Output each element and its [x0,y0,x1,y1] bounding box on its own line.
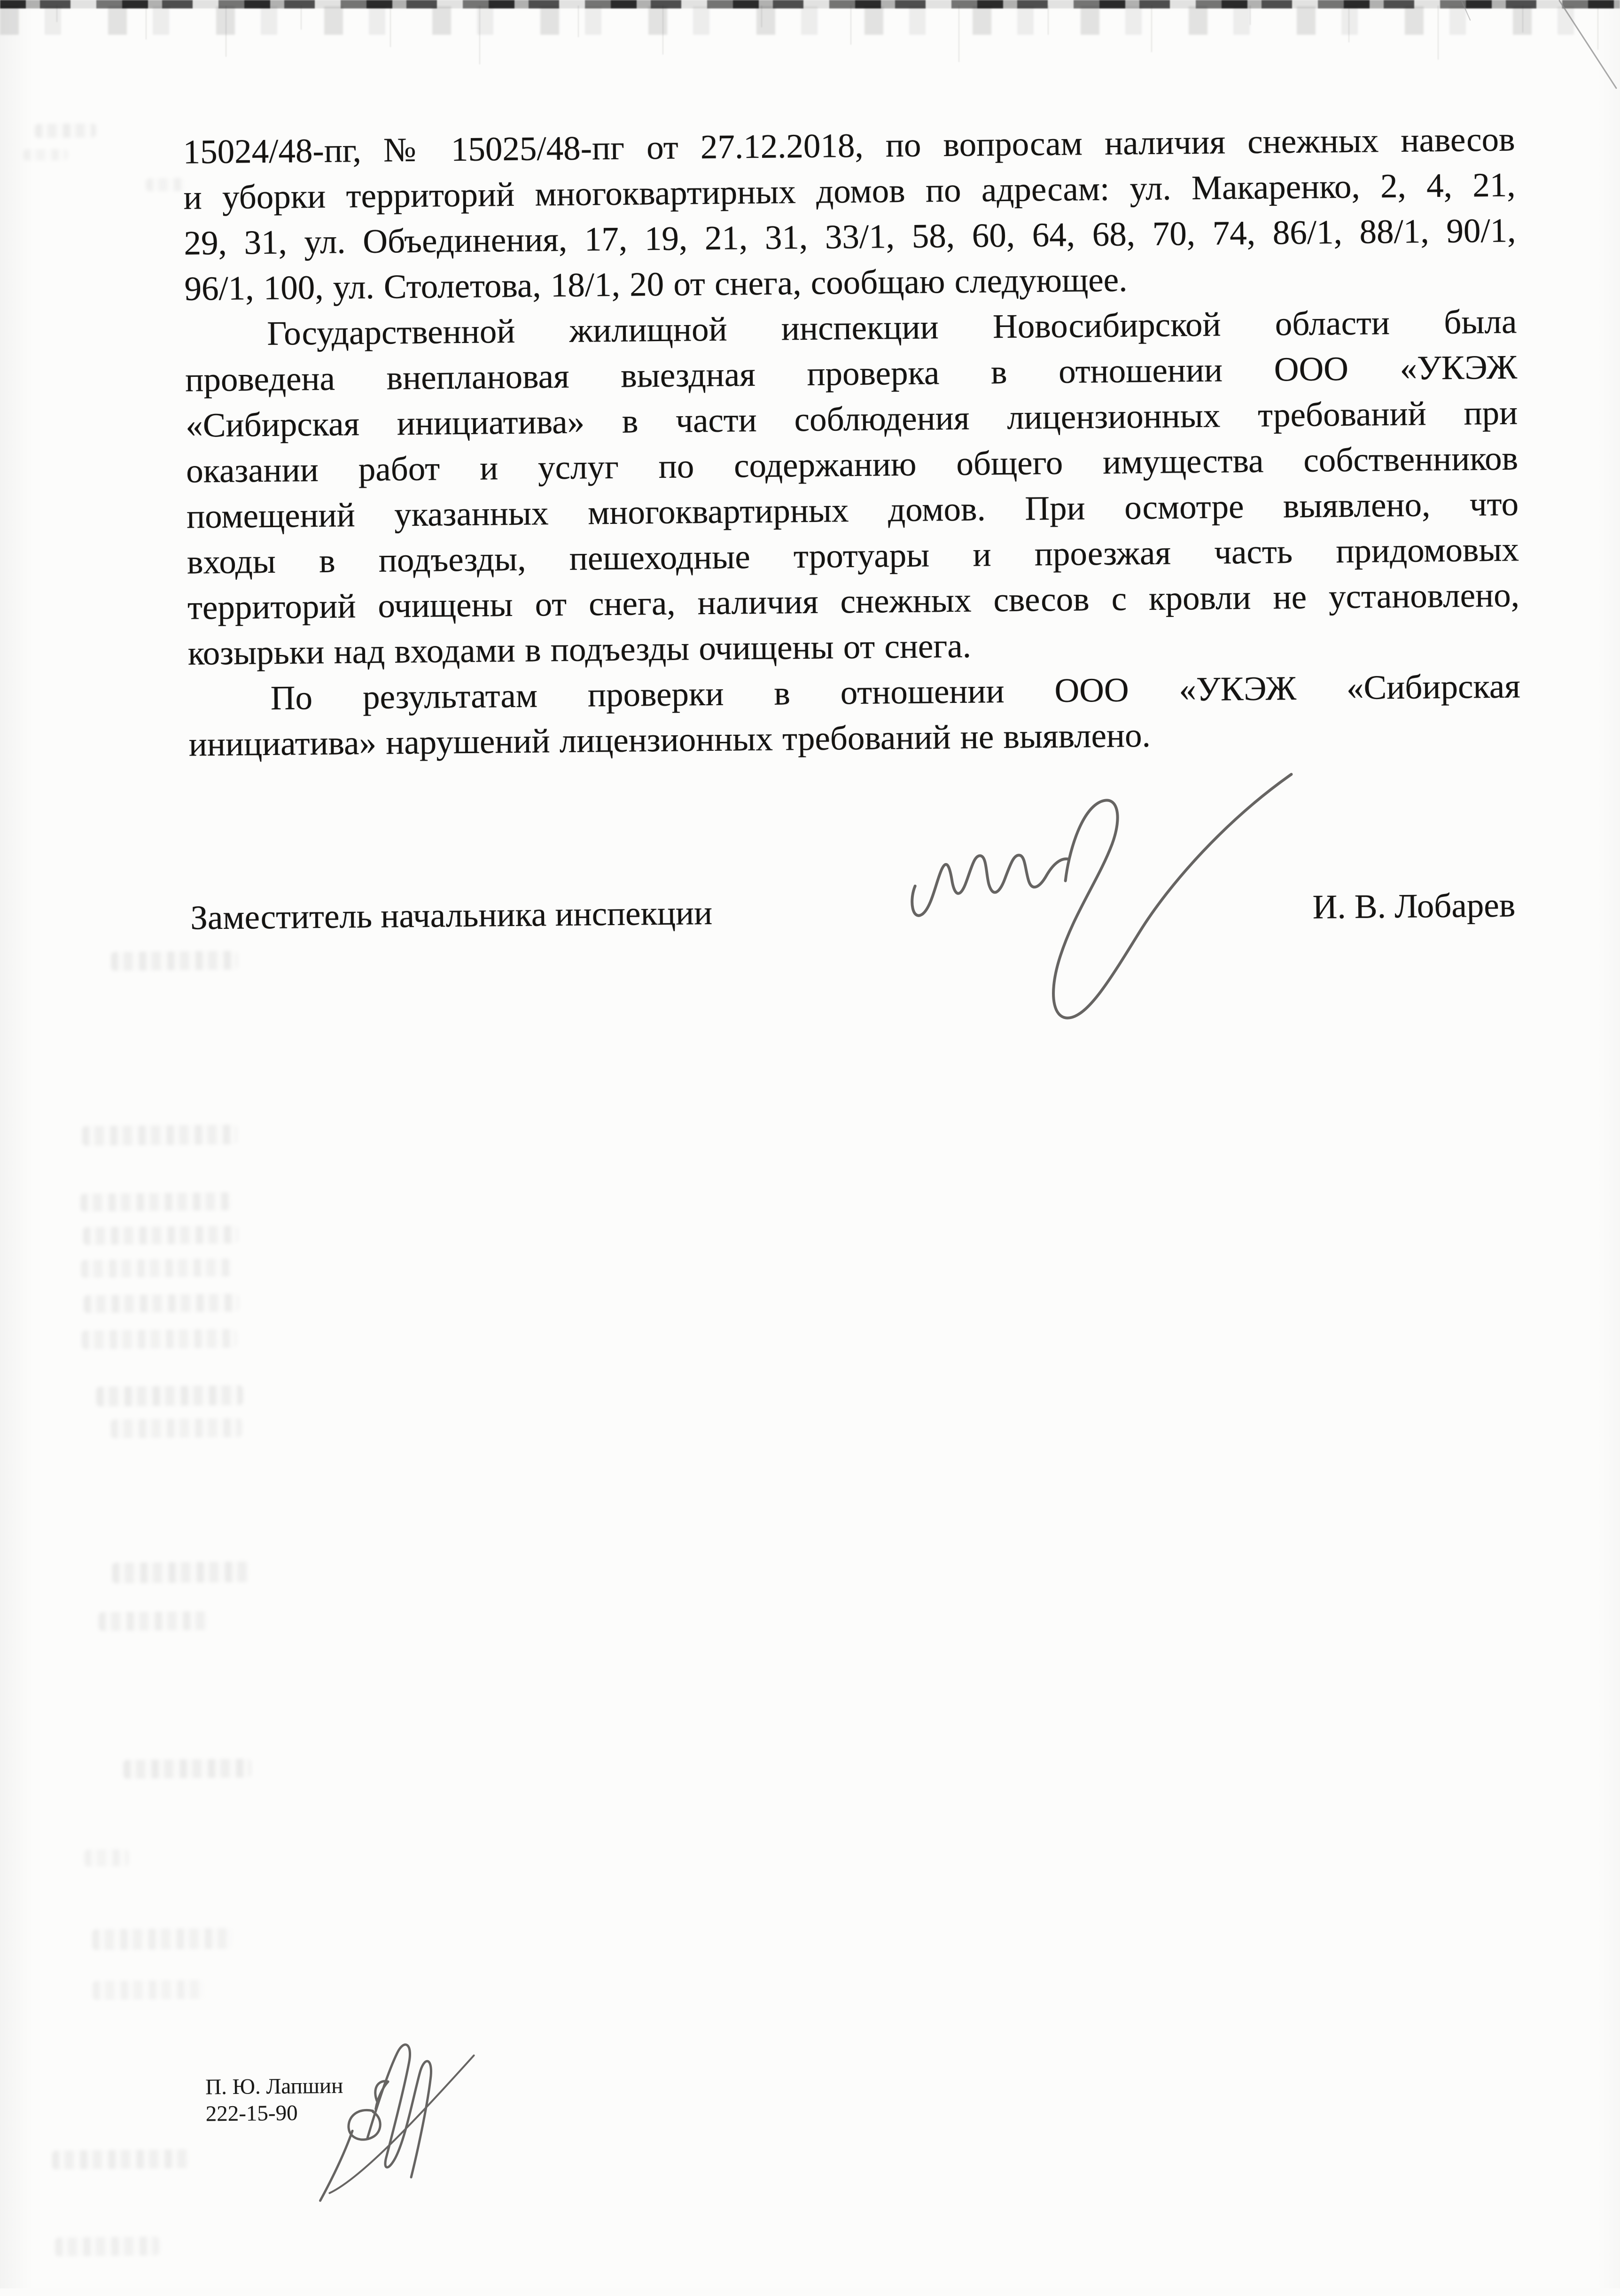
bleedthrough-smudge [84,1294,239,1313]
body-line: инициатива» нарушений лицензионных требований не выявлено. [188,716,1151,763]
signature-lapshin [301,2036,491,2216]
bleedthrough-smudge [52,2149,189,2170]
bleedthrough-smudge [82,1329,237,1349]
body-line: 15024/48-пг, № 15025/48-пг от 27.12.2018, по вопросам наличия снежных навесов [183,120,1515,171]
bleedthrough-smudge [55,2236,159,2256]
bleedthrough-smudge [98,1611,207,1631]
bleedthrough-smudge [23,149,68,161]
executor-name: П. Ю. Лапшин [205,2073,343,2100]
bleedthrough-smudge [35,123,96,138]
bleedthrough-smudge [111,1418,242,1439]
body-line: проведена внеплановая выездная проверка в отношении ООО «УКЭЖ [185,348,1518,399]
body-line: Государственной жилищной инспекции Новосибирской области была [266,302,1517,353]
body-line: помещений указанных многоквартирных домов. При осмотре выявлено, что [186,484,1519,536]
bleedthrough-smudge [111,951,238,971]
body-line: козырьки над входами в подъезды очищены от снега. [187,626,972,672]
signer-job-title: Заместитель начальника инспекции [190,893,713,937]
bleedthrough-smudge [80,1192,231,1212]
bleedthrough-smudge [84,1849,129,1867]
bleedthrough-smudge [92,1928,233,1950]
bleedthrough-smudge [146,178,186,192]
signature-lobarev [902,755,1309,1032]
body-line: оказании работ и услуг по содержанию общего имущества собственников [186,439,1519,490]
signer-name: И. В. Лобарев [1312,886,1516,926]
executor-phone: 222-15-90 [205,2101,298,2126]
bleedthrough-smudge [124,1759,251,1779]
body-line: По результатам проверки в отношении ООО «УКЭЖ «Сибирская [270,667,1521,717]
bleedthrough-smudge [82,1125,237,1146]
body-line: 29, 31, ул. Объединения, 17, 19, 21, 31, 33/1, 58, 60, 64, 68, 70, 74, 86/1, 88/1, 90/1, [184,211,1516,262]
bleedthrough-smudge [93,1980,205,2000]
body-line: «Сибирская инициатива» в части соблюдения лицензионных требований при [185,393,1518,444]
body-line: территорий очищены от снега, наличия снежных свесов с кровли не установлено, [187,576,1520,627]
bleedthrough-smudge [96,1385,243,1407]
bleedthrough-smudge [112,1561,249,1583]
body-line: 96/1, 100, ул. Столетова, 18/1, 20 от снега, сообщаю следующее. [184,260,1128,308]
body-line: входы в подъезды, пешеходные тротуары и проезжая часть придомовых [187,530,1519,581]
bleedthrough-smudge [83,1226,238,1245]
letter-body [183,116,1521,767]
bleedthrough-smudge [81,1259,231,1278]
body-line: и уборки территорий многоквартирных домов по адресам: ул. Макаренко, 2, 4, 21, [183,165,1516,217]
